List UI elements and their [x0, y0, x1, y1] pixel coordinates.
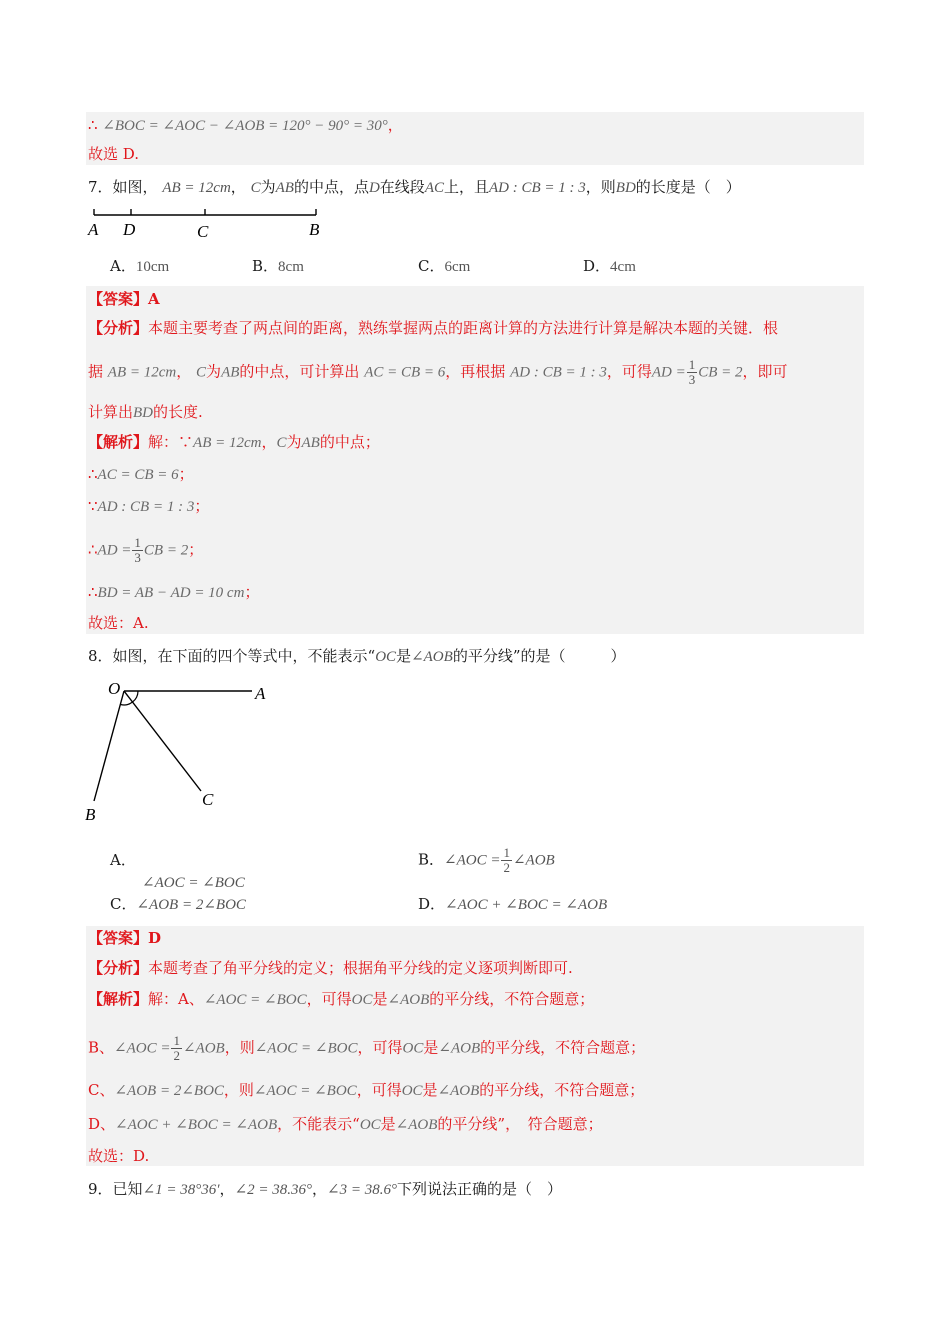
q8-analysis: 【分析】本题考查了角平分线的定义；根据角平分线的定义逐项判断即可. [88, 959, 573, 977]
q7-analysis-1: 【分析】本题主要考查了两点间的距离，熟练掌握两点的距离计算的方法进行计算是解决本题的关键．根 [88, 319, 779, 337]
q7-analysis-3: 计算出BD的长度. [88, 403, 203, 421]
q8-final: 故选：D. [88, 1147, 150, 1165]
q6-conclusion-line: ∴ ∠BOC = ∠AOC − ∠AOB = 120° − 90° = 30°， [88, 116, 403, 134]
q8-solution-a: 【解析】解：A、∠AOC = ∠BOC，可得OC是∠AOB的平分线，不符合题意； [88, 990, 595, 1008]
label-c: C [197, 222, 209, 240]
fraction: $\frac{1}{3}$ [134, 535, 141, 565]
q7-analysis-2: 据 AB = 12cm， C为AB的中点，可计算出 AC = CB = 6，再根据 AD : CB = 1 : 3，可得AD = $\frac{1}{3}$ CB = 2，即可 [88, 357, 788, 387]
q7-solution-4: ∴AD = $\frac{1}{3}$ CB = 2； [88, 535, 204, 565]
q7-solution-5: ∴BD = AB − AD = 10 cm； [88, 583, 260, 601]
label-a: A [88, 220, 99, 239]
q7-solution-3: ∵AD : CB = 1 : 3； [88, 497, 210, 515]
q7-segment-figure [84, 204, 334, 240]
fraction: $\frac{1}{2}$ [503, 845, 510, 875]
q8-stem: 8．如图，在下面的四个等式中，不能表示“OC是∠AOB的平分线”的是（ ） [88, 647, 626, 665]
ray-ob [94, 691, 124, 801]
q8-option-b[interactable]: B．∠AOC = $\frac{1}{2}$ ∠AOB [418, 845, 555, 875]
q8-solution-b: B、∠AOC = $\frac{1}{2}$ ∠AOB，则∠AOC = ∠BOC，可得OC是∠AOB的平分线，不符合题意； [88, 1033, 646, 1063]
q7-solution-6: 故选：A. [88, 614, 149, 632]
q8-option-d[interactable]: D．∠AOC + ∠BOC = ∠AOB [418, 895, 608, 913]
ray-oc [124, 691, 201, 791]
label-o: O [108, 679, 121, 698]
q7-option-b[interactable]: B．8cm [252, 257, 304, 275]
q7-stem: 7．如图， AB = 12cm， C为AB的中点，点D在线段AC上，且AD : CB = 1 : 3，则BD的长度是（ ） [88, 178, 741, 196]
q7-option-d[interactable]: D．4cm [583, 257, 636, 275]
label-c: C [202, 790, 214, 809]
q9-stem: 9．已知∠1 = 38°36′，∠2 = 38.36°，∠3 = 38.6°下列说法正确的是（ ） [88, 1180, 562, 1198]
q8-angle-figure [80, 674, 280, 828]
q8-option-c[interactable]: C．∠AOB = 2∠BOC [110, 895, 246, 913]
fraction: $\frac{1}{2}$ [173, 1033, 180, 1063]
label-d: D [123, 220, 136, 239]
q7-option-c[interactable]: C．6cm [418, 257, 471, 275]
label-b: B [309, 220, 320, 239]
q7-solution-2: ∴AC = CB = 6； [88, 465, 194, 483]
q8-option-a[interactable]: A． ∠AOC = ∠BOC [110, 851, 245, 891]
q7-solution-1: 【解析】解：∵AB = 12cm，C为AB的中点； [88, 433, 380, 451]
q8-solution-d: D、∠AOC + ∠BOC = ∠AOB，不能表示“OC是∠AOB的平分线”， 符合题意； [88, 1115, 603, 1133]
label-a: A [255, 684, 266, 703]
label-b: B [85, 805, 96, 824]
q8-answer: 【答案】D [88, 929, 162, 947]
q7-option-a[interactable]: A．10cm [110, 257, 170, 275]
fraction: $\frac{1}{3}$ [688, 357, 696, 387]
q8-solution-c: C、∠AOB = 2∠BOC，则∠AOC = ∠BOC，可得OC是∠AOB的平分线，不符合题意； [88, 1081, 645, 1099]
q6-choice-line: 故选 D. [88, 145, 140, 163]
q7-answer: 【答案】A [88, 290, 160, 308]
